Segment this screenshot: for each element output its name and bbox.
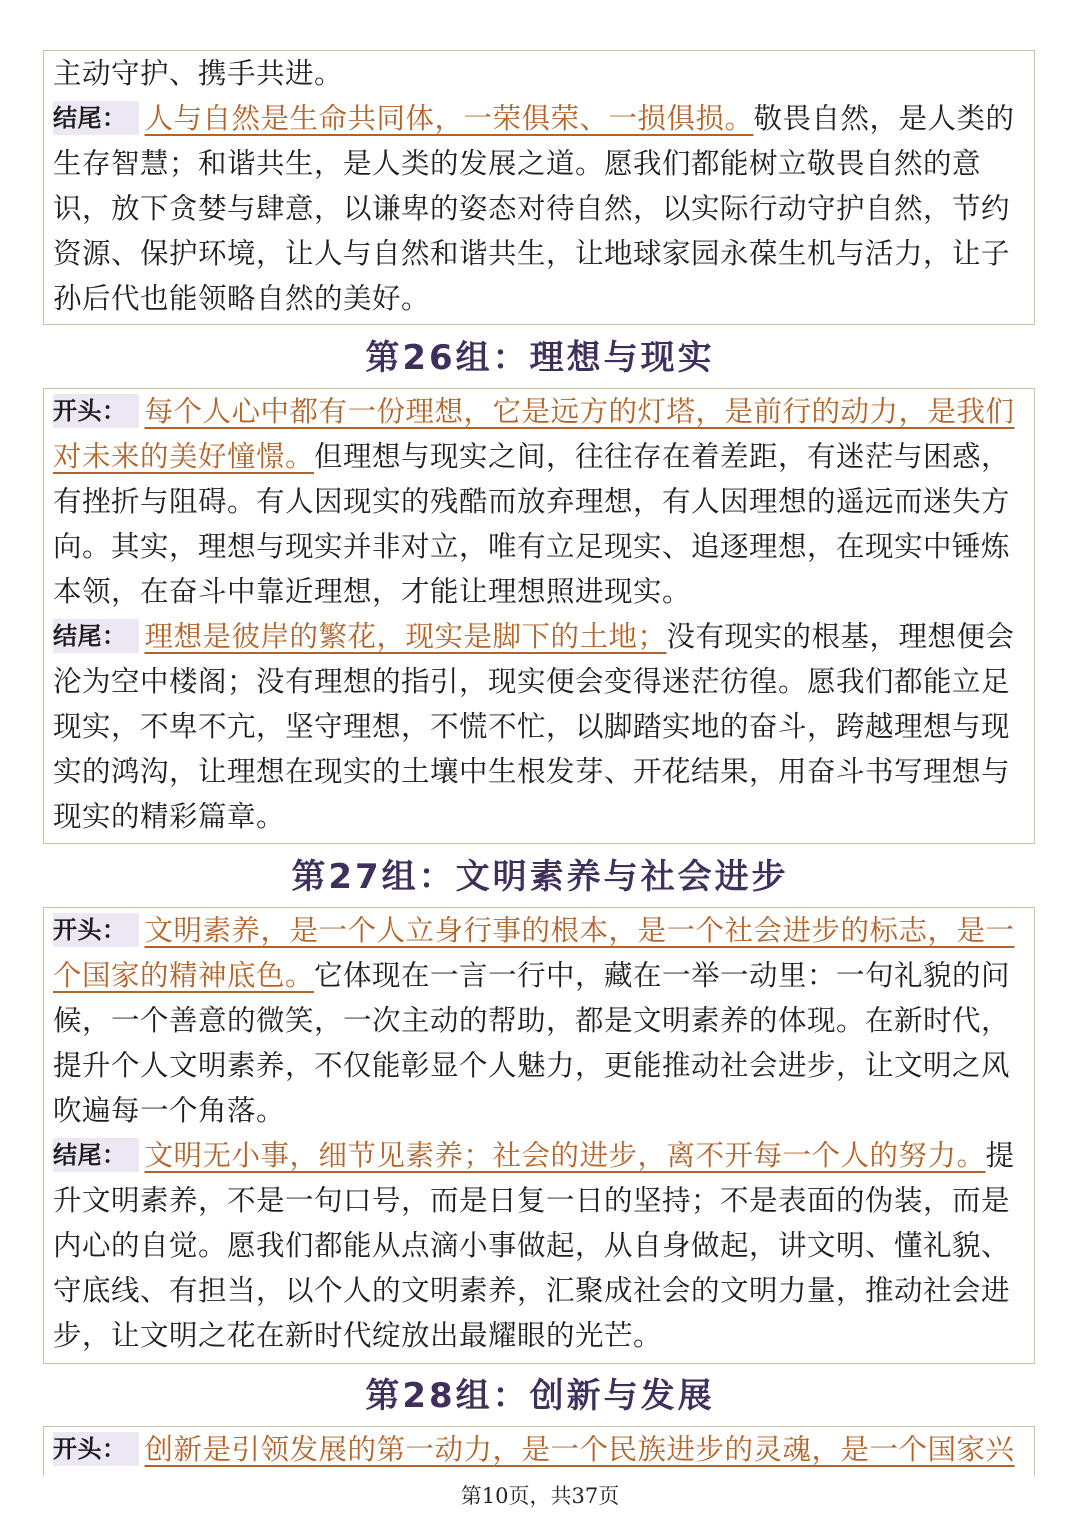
paragraph-line: 守底线、有担当，以个人的文明素养，汇聚成社会的文明力量，推动社会进 <box>53 1274 1011 1307</box>
opening-line <box>53 1427 1015 1472</box>
paragraph-line: 本领，在奋斗中靠近理想，才能让理想照进现实。 <box>53 575 692 608</box>
paragraph-text: 敬畏自然，是人类的 <box>753 102 1015 135</box>
opening-tag: 开头： <box>53 394 139 428</box>
section-28-box <box>43 1426 1035 1476</box>
section-27-box <box>43 907 1035 1364</box>
paragraph-text: 但理想与现实之间，往往存在着差距，有迷茫与困惑， <box>314 440 1011 473</box>
opening-line <box>53 908 1015 953</box>
paragraph-line: 现实的精彩篇章。 <box>53 800 286 833</box>
paragraph-line: 提升个人文明素养，不仅能彰显个人魅力，更能推动社会进步，让文明之风 <box>53 1049 1011 1082</box>
paragraph-line: 资源、保护环境，让人与自然和谐共生，让地球家园永葆生机与活力，让子 <box>53 237 1011 270</box>
opening-tag: 开头： <box>53 913 139 947</box>
ending-line <box>53 614 1015 659</box>
ending-line <box>53 96 1015 141</box>
highlight-text: 创新是引领发展的第一动力，是一个民族进步的灵魂，是一个国家兴 <box>144 1433 1015 1466</box>
paragraph-text: 提 <box>985 1139 1015 1172</box>
section-heading-26: 第26组：理想与现实 <box>365 338 715 378</box>
highlight-text: 人与自然是生命共同体，一荣俱荣、一损俱损。 <box>144 102 754 135</box>
paragraph-line: 现实，不卑不亢，坚守理想，不慌不忙，以脚踏实地的奋斗，跨越理想与现 <box>53 710 1011 743</box>
highlight-text: 对未来的美好憧憬。 <box>53 440 315 473</box>
paragraph-line: 实的鸿沟，让理想在现实的土壤中生根发芽、开花结果，用奋斗书写理想与 <box>53 755 1011 788</box>
page-footer: 第10页，共37页 <box>460 1484 620 1508</box>
paragraph-line: 孙后代也能领略自然的美好。 <box>53 282 431 315</box>
opening-tag: 开头： <box>53 1432 139 1466</box>
paragraph-line: 有挫折与阻碍。有人因现实的残酷而放弃理想，有人因理想的遥远而迷失方 <box>53 485 1011 518</box>
section-25-box <box>43 50 1035 325</box>
paragraph-line <box>53 953 1010 998</box>
paragraph-line: 吹遍每一个角落。 <box>53 1094 286 1127</box>
paragraph-line: 内心的自觉。愿我们都能从点滴小事做起，从自身做起，讲文明、懂礼貌、 <box>53 1229 1011 1262</box>
paragraph-line: 候，一个善意的微笑，一次主动的帮助，都是文明素养的体现。在新时代， <box>53 1004 1011 1037</box>
paragraph-line: 生存智慧；和谐共生，是人类的发展之道。愿我们都能树立敬畏自然的意 <box>53 147 982 180</box>
paragraph-line: 步，让文明之花在新时代绽放出最耀眼的光芒。 <box>53 1319 663 1352</box>
ending-tag: 结尾： <box>53 1138 139 1172</box>
section-heading-27: 第27组：文明素养与社会进步 <box>291 857 789 897</box>
paragraph-line: 向。其实，理想与现实并非对立，唯有立足现实、追逐理想，在现实中锤炼 <box>53 530 1011 563</box>
highlight-text: 个国家的精神底色。 <box>53 959 315 992</box>
ending-tag: 结尾： <box>53 619 139 653</box>
paragraph-line <box>53 434 1010 479</box>
paragraph-line: 主动守护、携手共进。 <box>53 57 344 90</box>
paragraph-line: 识，放下贪婪与肆意，以谦卑的姿态对待自然，以实际行动守护自然，节约 <box>53 192 1011 225</box>
ending-tag: 结尾： <box>53 101 139 135</box>
highlight-text: 每个人心中都有一份理想，它是远方的灯塔，是前行的动力，是我们 <box>144 395 1015 428</box>
section-heading-28: 第28组：创新与发展 <box>365 1376 715 1416</box>
paragraph-line: 沦为空中楼阁；没有理想的指引，现实便会变得迷茫彷徨。愿我们都能立足 <box>53 665 1011 698</box>
section-26-box <box>43 388 1035 844</box>
highlight-text: 文明素养，是一个人立身行事的根本，是一个社会进步的标志，是一 <box>144 914 1015 947</box>
highlight-text: 理想是彼岸的繁花，现实是脚下的土地； <box>144 620 667 653</box>
paragraph-text: 它体现在一言一行中，藏在一举一动里：一句礼貌的问 <box>314 959 1011 992</box>
opening-line <box>53 389 1015 434</box>
ending-line <box>53 1133 1015 1178</box>
paragraph-line: 升文明素养，不是一句口号，而是日复一日的坚持；不是表面的伪装，而是 <box>53 1184 1011 1217</box>
paragraph-text: 没有现实的根基，理想便会 <box>666 620 1015 653</box>
highlight-text: 文明无小事，细节见素养；社会的进步，离不开每一个人的努力。 <box>144 1139 986 1172</box>
